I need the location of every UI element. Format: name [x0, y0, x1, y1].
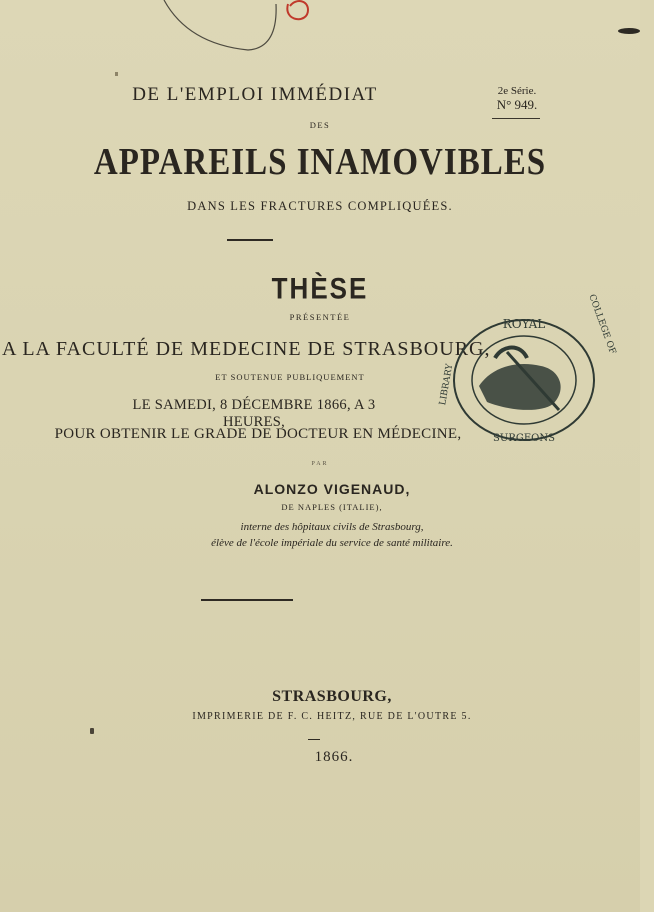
stamp-right-text: COLLEGE OF: [586, 293, 618, 356]
divider-rule-3: [308, 739, 320, 740]
corner-ink-smudge: [618, 28, 640, 34]
top-ink-mark: [158, 0, 318, 54]
title-line-1: DE L'EMPLOI IMMÉDIAT: [132, 84, 378, 105]
main-title: APPAREILS INAMOVIBLES: [93, 142, 547, 184]
stamp-top-text: ROYAL: [502, 317, 546, 331]
faculte-line: A LA FACULTÉ DE MEDECINE DE STRASBOURG,: [2, 338, 491, 360]
presentee-text: PRÉSENTÉE: [289, 312, 351, 322]
publication-year: 1866.: [314, 749, 354, 765]
stamp-left-text: LIBRARY: [438, 363, 456, 407]
author-origin: DE NAPLES (ITALIE),: [281, 502, 383, 512]
author-name: ALONZO VIGENAUD,: [253, 481, 411, 497]
printer-line: IMPRIMERIE DE F. C. HEITZ, RUE DE L'OUTRE 5.: [192, 711, 472, 722]
title-des: DES: [309, 120, 331, 130]
divider-rule-2: [201, 599, 293, 601]
purpose-line: POUR OBTENIR LE GRADE DE DOCTEUR EN MÉDECINE,: [54, 426, 462, 442]
ink-tick: [90, 728, 94, 734]
library-stamp-icon: [438, 293, 618, 450]
city-name: STRASBOURG,: [272, 688, 392, 705]
ink-dot: [115, 72, 118, 76]
subtitle: DANS LES FRACTURES COMPLIQUÉES.: [187, 199, 453, 213]
author-role-1: interne des hôpitaux civils de Strasbourg,: [240, 521, 424, 533]
series-label: [482, 84, 552, 112]
author-role-2: élève de l'école impériale du service de santé militaire.: [211, 537, 453, 549]
these-heading: THÈSE: [271, 271, 369, 306]
divider-rule-1: [227, 239, 273, 241]
series-text: 2e Série.: [497, 85, 537, 97]
series-number: N° 949.: [496, 97, 538, 112]
soutenue-text: ET SOUTENUE PUBLIQUEMENT: [215, 372, 365, 382]
par-text: PAR: [311, 461, 329, 467]
stamp-bottom-text: SURGEONS: [493, 433, 555, 444]
date-line: LE SAMEDI, 8 DÉCEMBRE 1866, A 3 HEURES,: [132, 397, 376, 430]
